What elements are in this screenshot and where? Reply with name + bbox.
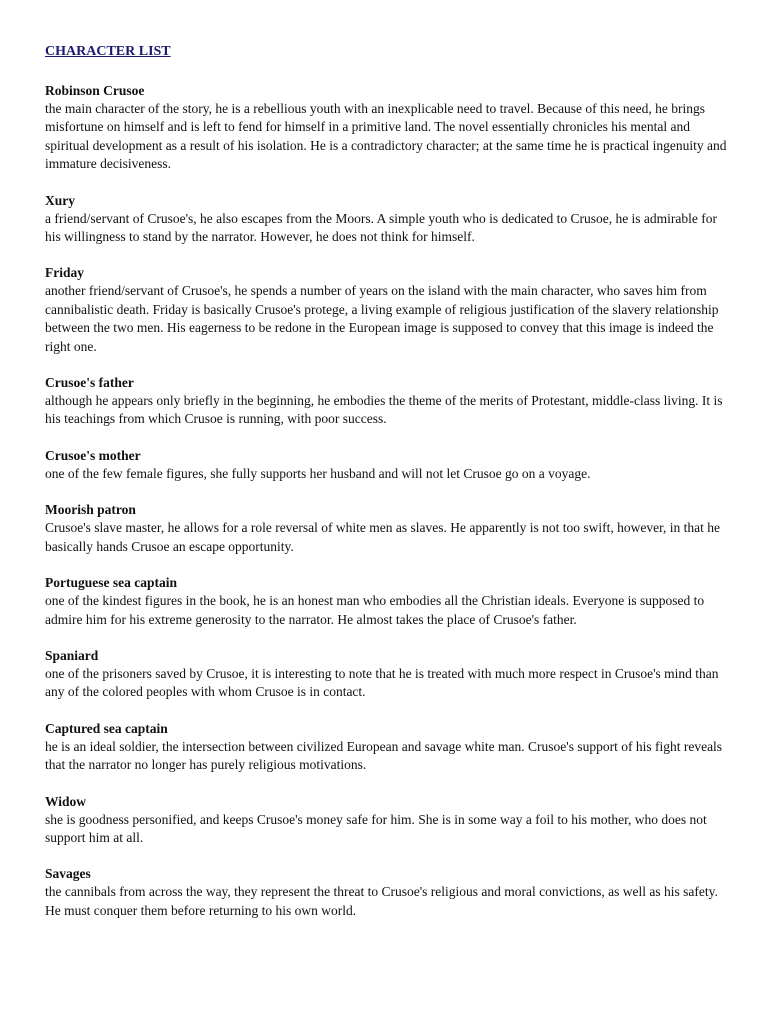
- character-description: the main character of the story, he is a rebellious youth with an inexplicable need to travel. Because of this need, he brings misfortune on himself and is left to fend for himself in a primitive land. The novel essentially chronicles his mental and spiritual development as a result of his isolation. He is a contradictory character; at the same time he is practical ingenuity and immature decisiveness.: [45, 101, 727, 172]
- character-name: Savages: [45, 866, 91, 882]
- character-name: Crusoe's father: [45, 375, 134, 391]
- character-description: she is goodness personified, and keeps Crusoe's money safe for him. She is in some way a foil to his mother, who does not support him at all.: [45, 811, 707, 845]
- character-entry: [45, 192, 728, 247]
- character-entry: [45, 647, 728, 702]
- character-name: Widow: [45, 793, 87, 809]
- character-entry: [45, 501, 728, 556]
- character-name: Robinson Crusoe: [45, 83, 145, 98]
- character-entry: [45, 374, 728, 429]
- character-entry: [45, 865, 728, 920]
- character-description: he is an ideal soldier, the intersection between civilized European and savage white man. Crusoe's support of his fight reveals that the narrator no longer has purely religious motivations.: [45, 738, 723, 773]
- character-description: one of the few female figures, she fully supports her husband and will not let Crusoe go on a voyage.: [45, 465, 591, 481]
- character-name: Moorish patron: [45, 502, 136, 518]
- character-description: one of the prisoners saved by Crusoe, it is interesting to note that he is treated with much more respect in Crusoe's mind than any of the colored peoples with whom Crusoe is in contact.: [45, 665, 719, 700]
- character-description: another friend/servant of Crusoe's, he spends a number of years on the island with the main character, who saves him from cannibalistic death. Friday is basically Crusoe's protege, a living example of religious justification of the slavery relationship between the two men. His eagerness to be redone in the European image is supposed to convey that this image is indeed the right one.: [45, 283, 719, 354]
- character-description: the cannibals from across the way, they represent the threat to Crusoe's religious and moral convictions, as well as his safety. He must conquer them before returning to his own world.: [45, 884, 718, 918]
- character-name: Friday: [45, 265, 84, 281]
- character-entry: [45, 720, 728, 775]
- character-entry: [45, 82, 728, 174]
- page-title[interactable]: CHARACTER LIST: [45, 44, 171, 59]
- character-entry: [45, 574, 728, 629]
- character-name: Xury: [45, 192, 75, 208]
- character-entry: [45, 793, 728, 848]
- heading-container: [45, 42, 728, 82]
- character-entry: [45, 264, 728, 356]
- character-entry: [45, 447, 728, 483]
- character-description: one of the kindest figures in the book, he is an honest man who embodies all the Christian ideals. Everyone is supposed to admire him for his extreme generosity to the narrator. He almost takes the place of Crusoe's father.: [45, 593, 705, 627]
- character-name: Crusoe's mother: [45, 447, 141, 463]
- character-name: Captured sea captain: [45, 720, 168, 736]
- character-description: Crusoe's slave master, he allows for a role reversal of white men as slaves. He apparently is not too swift, however, in that he basically hands Crusoe an escape opportunity.: [45, 520, 721, 554]
- character-name: Portuguese sea captain: [45, 575, 177, 591]
- character-description: a friend/servant of Crusoe's, he also escapes from the Moors. A simple youth who is dedicated to Crusoe, he is admirable for his willingness to stand by the narrator. However, he does not think for himself.: [45, 210, 718, 245]
- character-name: Spaniard: [45, 647, 99, 663]
- character-description: although he appears only briefly in the beginning, he embodies the theme of the merits of Protestant, middle-class living. It is his teachings from which Crusoe is running, with poor success.: [45, 393, 723, 427]
